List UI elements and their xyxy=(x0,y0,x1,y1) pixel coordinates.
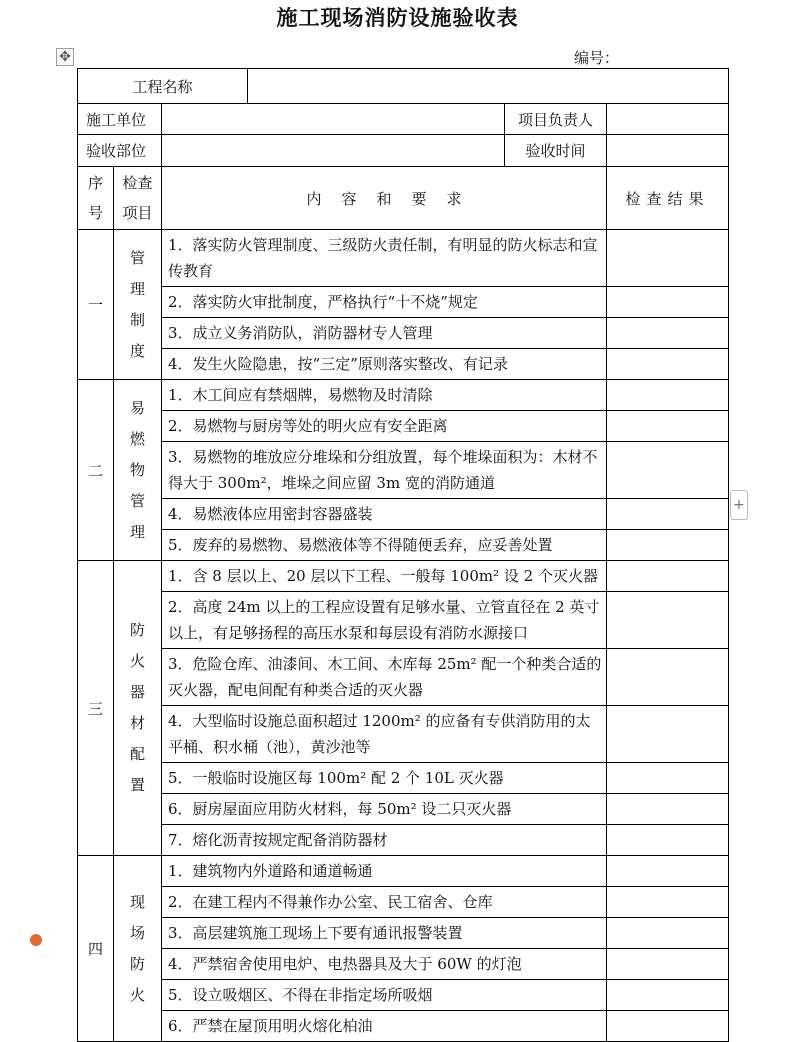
list-item xyxy=(78,706,729,763)
project-name-label: 工程名称 xyxy=(78,69,248,104)
result-header: 检查结果 xyxy=(607,167,729,230)
content-header: 内容和要求 xyxy=(162,167,607,230)
requirement-text: 2．在建工程内不得兼作办公室、民工宿舍、仓库 xyxy=(162,887,607,918)
requirement-text: 6．严禁在屋顶用明火熔化柏油 xyxy=(162,1011,607,1042)
check-item-header: 检查项目 xyxy=(114,167,162,230)
result-cell[interactable] xyxy=(607,318,729,349)
acceptance-time-label: 验收时间 xyxy=(505,135,607,167)
acceptance-area-field[interactable] xyxy=(162,135,505,167)
result-cell[interactable] xyxy=(607,592,729,649)
requirement-text: 5．一般临时设施区每 100m² 配 2 个 10L 灭火器 xyxy=(162,763,607,794)
requirement-text: 1．木工间应有禁烟牌，易燃物及时清除 xyxy=(162,380,607,411)
list-item xyxy=(78,794,729,825)
move-icon[interactable]: ✥ xyxy=(56,48,74,66)
result-cell[interactable] xyxy=(607,649,729,706)
list-item xyxy=(78,856,729,887)
result-cell[interactable] xyxy=(607,918,729,949)
result-cell[interactable] xyxy=(607,499,729,530)
section-check-item-label: 现场防火 xyxy=(129,892,145,1004)
list-item xyxy=(78,318,729,349)
list-item xyxy=(78,949,729,980)
list-item xyxy=(78,825,729,856)
list-item xyxy=(78,530,729,561)
list-item xyxy=(78,230,729,287)
result-cell[interactable] xyxy=(607,287,729,318)
list-item xyxy=(78,887,729,918)
row-construction-unit xyxy=(78,104,729,135)
row-project-name xyxy=(78,69,729,104)
requirement-text: 1．落实防火管理制度、三级防火责任制，有明显的防火标志和宣传教育 xyxy=(162,230,607,287)
requirement-text: 2．易燃物与厨房等处的明火应有安全距离 xyxy=(162,411,607,442)
requirement-text: 3．高层建筑施工现场上下要有通讯报警装置 xyxy=(162,918,607,949)
row-column-headers xyxy=(78,167,729,230)
result-cell[interactable] xyxy=(607,980,729,1011)
number-label: 编号： xyxy=(574,49,620,67)
result-cell[interactable] xyxy=(607,411,729,442)
section-number: 四 xyxy=(78,856,114,1042)
acceptance-table xyxy=(77,68,729,1042)
list-item xyxy=(78,649,729,706)
list-item xyxy=(78,442,729,499)
list-item xyxy=(78,499,729,530)
section-check-item-label: 防火器材配置 xyxy=(129,621,145,794)
requirement-text: 3．易燃物的堆放应分堆垛和分组放置，每个堆垛面积为：木材不得大于 300m²，堆垛之间应留 3m 宽的消防通道 xyxy=(162,442,607,499)
requirement-text: 1．建筑物内外道路和通道畅通 xyxy=(162,856,607,887)
result-cell[interactable] xyxy=(607,825,729,856)
requirement-text: 3．成立义务消防队，消防器材专人管理 xyxy=(162,318,607,349)
plus-icon[interactable]: + xyxy=(730,490,748,520)
seq-header: 序号 xyxy=(78,167,114,230)
result-cell[interactable] xyxy=(607,230,729,287)
section-check-item-label: 管理制度 xyxy=(129,248,145,360)
list-item xyxy=(78,592,729,649)
section-check-item xyxy=(114,856,162,1042)
construction-unit-label: 施工单位 xyxy=(78,104,162,135)
list-item xyxy=(78,561,729,592)
requirement-text: 4．大型临时设施总面积超过 1200m² 的应备有专供消防用的太平桶、积水桶（池），黄沙池等 xyxy=(162,706,607,763)
result-cell[interactable] xyxy=(607,561,729,592)
requirement-text: 6．厨房屋面应用防火材料，每 50m² 设二只灭火器 xyxy=(162,794,607,825)
requirement-text: 5．设立吸烟区、不得在非指定场所吸烟 xyxy=(162,980,607,1011)
project-leader-label: 项目负责人 xyxy=(505,104,607,135)
acceptance-time-field[interactable] xyxy=(607,135,729,167)
section-check-item-label: 易燃物管理 xyxy=(129,398,145,541)
section-number: 二 xyxy=(78,380,114,561)
result-cell[interactable] xyxy=(607,380,729,411)
requirement-text: 2．高度 24m 以上的工程应设置有足够水量、立管直径在 2 英寸以上，有足够扬程的高压水泵和每层设有消防水源接口 xyxy=(162,592,607,649)
list-item xyxy=(78,763,729,794)
requirement-text: 4．易燃液体应用密封容器盛装 xyxy=(162,499,607,530)
result-cell[interactable] xyxy=(607,856,729,887)
result-cell[interactable] xyxy=(607,949,729,980)
acceptance-area-label: 验收部位 xyxy=(78,135,162,167)
result-cell[interactable] xyxy=(607,442,729,499)
requirement-text: 7．熔化沥青按规定配备消防器材 xyxy=(162,825,607,856)
result-cell[interactable] xyxy=(607,887,729,918)
row-acceptance-area xyxy=(78,135,729,167)
requirement-text: 4．发生火险隐患，按“三定”原则落实整改、有记录 xyxy=(162,349,607,380)
requirement-text: 3．危险仓库、油漆间、木工间、木库每 25m² 配一个种类合适的灭火器，配电间配有种类合适的灭火器 xyxy=(162,649,607,706)
section-number: 三 xyxy=(78,561,114,856)
list-item xyxy=(78,349,729,380)
corner-marker xyxy=(30,934,42,946)
list-item xyxy=(78,411,729,442)
result-cell[interactable] xyxy=(607,763,729,794)
list-item xyxy=(78,287,729,318)
requirement-text: 2．落实防火审批制度，严格执行“十不烧”规定 xyxy=(162,287,607,318)
list-item xyxy=(78,380,729,411)
list-item xyxy=(78,918,729,949)
project-name-field[interactable] xyxy=(248,69,729,104)
requirement-text: 1．含 8 层以上、20 层以下工程、一般每 100m² 设 2 个灭火器 xyxy=(162,561,607,592)
requirement-text: 5．废弃的易燃物、易燃液体等不得随便丢弃，应妥善处置 xyxy=(162,530,607,561)
section-check-item xyxy=(114,380,162,561)
section-check-item xyxy=(114,230,162,380)
page-title: 施工现场消防设施验收表 xyxy=(276,6,519,30)
result-cell[interactable] xyxy=(607,1011,729,1042)
result-cell[interactable] xyxy=(607,706,729,763)
list-item xyxy=(78,980,729,1011)
section-number: 一 xyxy=(78,230,114,380)
result-cell[interactable] xyxy=(607,530,729,561)
construction-unit-field[interactable] xyxy=(162,104,505,135)
section-check-item xyxy=(114,561,162,856)
result-cell[interactable] xyxy=(607,349,729,380)
result-cell[interactable] xyxy=(607,794,729,825)
project-leader-field[interactable] xyxy=(607,104,729,135)
list-item xyxy=(78,1011,729,1042)
requirement-text: 4．严禁宿舍使用电炉、电热器具及大于 60W 的灯泡 xyxy=(162,949,607,980)
